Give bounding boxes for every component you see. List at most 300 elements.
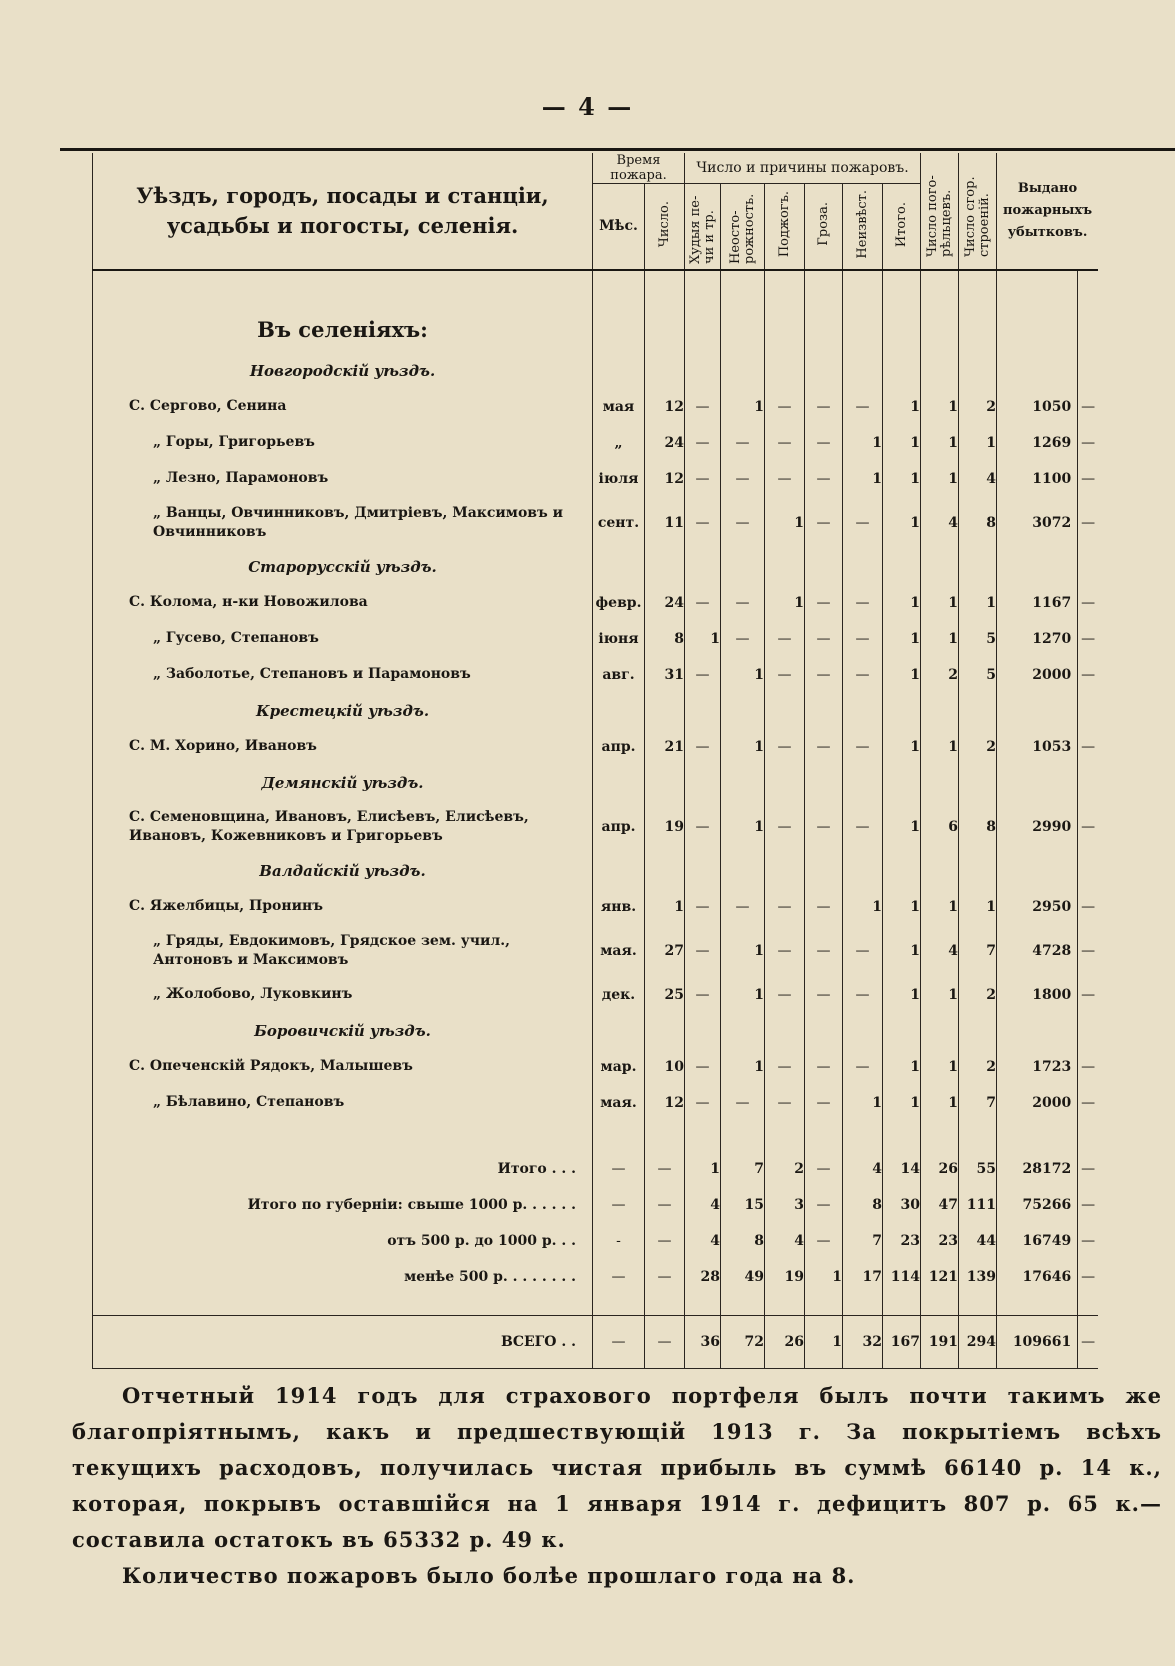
unknown-count: — [843, 657, 883, 693]
victims-count: 1 [921, 621, 959, 657]
victims-count: 2 [921, 657, 959, 693]
fire-day: 31 [645, 657, 685, 693]
fire-day: 12 [645, 461, 685, 497]
empty-cell [997, 549, 1078, 585]
empty-cell [997, 353, 1078, 389]
buildings-count: 1 [959, 585, 997, 621]
fire-day: 21 [645, 729, 685, 765]
negligence-count: — [721, 585, 765, 621]
fires-total: 1 [883, 621, 921, 657]
negligence-count: — [721, 425, 765, 461]
fires-total: 1 [883, 657, 921, 693]
arson-count: — [765, 1085, 805, 1121]
lightning-count: — [805, 389, 843, 425]
empty-cell [721, 307, 765, 353]
stoves-count: — [685, 977, 721, 1013]
fires-total: 1 [883, 425, 921, 461]
empty-cell [959, 307, 997, 353]
stoves-count: — [685, 389, 721, 425]
spacer-cell [765, 1295, 805, 1316]
fires-total: 1 [883, 389, 921, 425]
empty-cell [805, 1013, 843, 1049]
settlement-name: С. Яжелбицы, Пронинъ [93, 889, 593, 925]
arson-count: — [765, 1049, 805, 1085]
fire-month: сент. [593, 497, 645, 549]
lightning-count: — [805, 657, 843, 693]
payout-total: 17646 [997, 1259, 1078, 1295]
buildings-total: 111 [959, 1187, 997, 1223]
stoves-total: 1 [685, 1151, 721, 1187]
unknown-count: — [843, 497, 883, 549]
fires-total: 23 [883, 1223, 921, 1259]
empty-cell [721, 765, 765, 801]
empty-cell [721, 353, 765, 389]
empty-cell [997, 307, 1078, 353]
arson-total: 2 [765, 1151, 805, 1187]
unknown-count: 1 [843, 889, 883, 925]
empty-cell [1078, 853, 1098, 889]
lightning-count: — [805, 801, 843, 853]
fires-total: 1 [883, 801, 921, 853]
dash-mark: — [1078, 1187, 1098, 1223]
total-label: ВСЕГО . . [93, 1315, 593, 1368]
victims-count: 1 [921, 729, 959, 765]
fire-month: іюля [593, 461, 645, 497]
total-label: менѣе 500 р. . . . . . . . [93, 1259, 593, 1295]
fire-month: янв. [593, 889, 645, 925]
empty-cell [685, 693, 721, 729]
empty-cell [645, 353, 685, 389]
fire-month: дек. [593, 977, 645, 1013]
settlement-row [93, 889, 1099, 925]
negligence-count: 1 [721, 977, 765, 1013]
empty-cell [593, 549, 645, 585]
spacer-cell [843, 1295, 883, 1316]
spacer-cell [843, 1121, 883, 1151]
lightning-count: — [805, 461, 843, 497]
grand-total-row [93, 1315, 1099, 1368]
empty-cell [959, 353, 997, 389]
empty-cell [721, 1013, 765, 1049]
buildings-count: 8 [959, 497, 997, 549]
stoves-count: — [685, 1085, 721, 1121]
fire-month: апр. [593, 729, 645, 765]
empty-cell [1078, 1013, 1098, 1049]
empty-cell [921, 853, 959, 889]
empty-cell [645, 307, 685, 353]
unknown-count: — [843, 801, 883, 853]
empty-cell [805, 549, 843, 585]
header-total: Итого. [883, 184, 921, 270]
empty-cell [1078, 307, 1098, 353]
payout-total: 28172 [997, 1151, 1078, 1187]
fires-total: 1 [883, 497, 921, 549]
arson-total: 26 [765, 1315, 805, 1368]
stoves-count: — [685, 497, 721, 549]
payout-amount: 3072 [997, 497, 1078, 549]
empty-cell [721, 853, 765, 889]
empty-cell [765, 353, 805, 389]
fire-month: авг. [593, 657, 645, 693]
spacer-cell [1078, 1121, 1098, 1151]
stoves-count: 1 [685, 621, 721, 657]
unknown-total: 4 [843, 1151, 883, 1187]
total-day: — [645, 1187, 685, 1223]
fire-month: іюня [593, 621, 645, 657]
empty-cell [721, 693, 765, 729]
stoves-count: — [685, 925, 721, 977]
empty-cell [765, 549, 805, 585]
empty-cell [685, 353, 721, 389]
unknown-total: 17 [843, 1259, 883, 1295]
empty-cell [721, 549, 765, 585]
dash-mark: — [1078, 585, 1098, 621]
spacer-cell [805, 1295, 843, 1316]
empty-cell [843, 549, 883, 585]
spacer-cell [883, 270, 921, 307]
payout-amount: 1723 [997, 1049, 1078, 1085]
empty-cell [883, 549, 921, 585]
fires-total: 1 [883, 1049, 921, 1085]
dash-mark: — [1078, 389, 1098, 425]
settlement-name: С. М. Хорино, Ивановъ [93, 729, 593, 765]
header-causes-group: Число и причины пожаровъ. [685, 153, 921, 184]
spacer-cell [645, 270, 685, 307]
empty-cell [921, 1013, 959, 1049]
stoves-count: — [685, 1049, 721, 1085]
lightning-total: — [805, 1187, 843, 1223]
settlement-row [93, 657, 1099, 693]
buildings-total: 55 [959, 1151, 997, 1187]
lightning-total: 1 [805, 1259, 843, 1295]
empty-cell [593, 765, 645, 801]
empty-cell [959, 1013, 997, 1049]
total-day: — [645, 1151, 685, 1187]
district-heading: Демянскій уѣздъ. [93, 765, 593, 801]
empty-cell [883, 765, 921, 801]
stoves-total: 4 [685, 1187, 721, 1223]
stoves-count: — [685, 657, 721, 693]
victims-count: 6 [921, 801, 959, 853]
payout-amount: 1270 [997, 621, 1078, 657]
negligence-count: — [721, 621, 765, 657]
settlement-row [93, 461, 1099, 497]
empty-cell [843, 765, 883, 801]
empty-cell [685, 1013, 721, 1049]
payout-amount: 1167 [997, 585, 1078, 621]
arson-count: 1 [765, 585, 805, 621]
settlement-row [93, 585, 1099, 621]
buildings-count: 4 [959, 461, 997, 497]
dash-mark: — [1078, 621, 1098, 657]
payout-total: 109661 [997, 1315, 1078, 1368]
victims-count: 1 [921, 977, 959, 1013]
empty-cell [685, 853, 721, 889]
settlement-row [93, 801, 1099, 853]
arson-count: — [765, 657, 805, 693]
empty-cell [959, 693, 997, 729]
victims-total: 47 [921, 1187, 959, 1223]
stoves-total: 28 [685, 1259, 721, 1295]
empty-cell [1078, 549, 1098, 585]
header-time-group: Время пожара. [593, 153, 685, 184]
body-text [72, 1378, 1162, 1594]
arson-count: 1 [765, 497, 805, 549]
negligence-count: 1 [721, 389, 765, 425]
fires-total: 1 [883, 729, 921, 765]
total-month: — [593, 1315, 645, 1368]
settlement-name: „ Заболотье, Степановъ и Парамоновъ [93, 657, 593, 693]
payout-amount: 1050 [997, 389, 1078, 425]
fire-statistics-table [92, 153, 1098, 1369]
fire-month: „ [593, 425, 645, 461]
unknown-count: — [843, 389, 883, 425]
stoves-count: — [685, 425, 721, 461]
spacer-cell [765, 270, 805, 307]
lightning-count: — [805, 729, 843, 765]
empty-cell [843, 1013, 883, 1049]
settlement-row [93, 925, 1099, 977]
victims-count: 1 [921, 1085, 959, 1121]
dash-mark: — [1078, 1259, 1098, 1295]
fire-day: 11 [645, 497, 685, 549]
section-title: Въ селеніяхъ: [93, 307, 593, 353]
settlement-name: „ Горы, Григорьевъ [93, 425, 593, 461]
spacer-cell [883, 1121, 921, 1151]
fire-day: 8 [645, 621, 685, 657]
negligence-count: 1 [721, 657, 765, 693]
fires-total: 1 [883, 585, 921, 621]
fire-day: 24 [645, 585, 685, 621]
empty-cell [883, 353, 921, 389]
empty-cell [1078, 693, 1098, 729]
empty-cell [593, 1013, 645, 1049]
spacer-cell [721, 1295, 765, 1316]
district-heading: Крестецкій уѣздъ. [93, 693, 593, 729]
settlement-name: „ Лезно, Парамоновъ [93, 461, 593, 497]
spacer-cell [805, 1121, 843, 1151]
fires-total: 1 [883, 925, 921, 977]
unknown-count: — [843, 729, 883, 765]
victims-total: 26 [921, 1151, 959, 1187]
settlement-name: С. Семеновщина, Ивановъ, Елисѣевъ, Елисѣевъ, Ивановъ, Кожевниковъ и Григорьевъ [93, 801, 593, 853]
spacer-cell [1078, 270, 1098, 307]
spacer-cell [685, 270, 721, 307]
payout-total: 75266 [997, 1187, 1078, 1223]
header-month: Мѣс. [593, 184, 645, 270]
lightning-count: — [805, 1085, 843, 1121]
settlement-row [93, 1085, 1099, 1121]
negligence-total: 15 [721, 1187, 765, 1223]
empty-cell [997, 693, 1078, 729]
header-lightning: Гроза. [805, 184, 843, 270]
total-month: — [593, 1151, 645, 1187]
empty-cell [883, 1013, 921, 1049]
section-title-row [93, 307, 1099, 353]
lightning-count: — [805, 621, 843, 657]
empty-cell [883, 693, 921, 729]
stoves-count: — [685, 889, 721, 925]
dash-mark: — [1078, 461, 1098, 497]
stoves-count: — [685, 585, 721, 621]
empty-cell [843, 693, 883, 729]
total-month: — [593, 1187, 645, 1223]
spacer-cell [843, 270, 883, 307]
dash-mark: — [1078, 889, 1098, 925]
header-day: Число. [645, 184, 685, 270]
payout-amount: 2000 [997, 657, 1078, 693]
dash-mark: — [1078, 1223, 1098, 1259]
settlement-row [93, 977, 1099, 1013]
payout-amount: 4728 [997, 925, 1078, 977]
settlement-name: „ Бѣлавино, Степановъ [93, 1085, 593, 1121]
spacer-cell [997, 1121, 1078, 1151]
empty-cell [921, 307, 959, 353]
dash-mark: — [1078, 1315, 1098, 1368]
district-heading: Боровичскій уѣздъ. [93, 1013, 593, 1049]
spacer-cell [959, 1121, 997, 1151]
fires-total: 1 [883, 977, 921, 1013]
payout-amount: 2990 [997, 801, 1078, 853]
empty-cell [593, 853, 645, 889]
spacer-cell [921, 270, 959, 307]
empty-cell [921, 549, 959, 585]
negligence-total: 72 [721, 1315, 765, 1368]
settlement-row [93, 389, 1099, 425]
header-arson: Поджогъ. [765, 184, 805, 270]
empty-cell [645, 765, 685, 801]
spacer-cell [959, 1295, 997, 1316]
spacer-cell [593, 1121, 645, 1151]
victims-total: 121 [921, 1259, 959, 1295]
empty-cell [685, 549, 721, 585]
unknown-count: — [843, 585, 883, 621]
spacer-cell [721, 1121, 765, 1151]
dash-mark: — [1078, 729, 1098, 765]
settlement-row [93, 425, 1099, 461]
payout-amount: 1100 [997, 461, 1078, 497]
empty-cell [883, 853, 921, 889]
buildings-count: 5 [959, 621, 997, 657]
fire-day: 19 [645, 801, 685, 853]
buildings-count: 1 [959, 889, 997, 925]
negligence-count: 1 [721, 925, 765, 977]
lightning-count: — [805, 889, 843, 925]
empty-cell [805, 765, 843, 801]
unknown-total: 8 [843, 1187, 883, 1223]
fires-total: 30 [883, 1187, 921, 1223]
dash-mark: — [1078, 497, 1098, 549]
lightning-count: — [805, 977, 843, 1013]
spacer-cell [921, 1295, 959, 1316]
payout-amount: 1053 [997, 729, 1078, 765]
payout-total: 16749 [997, 1223, 1078, 1259]
unknown-count: — [843, 925, 883, 977]
victims-count: 1 [921, 889, 959, 925]
spacer-cell [685, 1295, 721, 1316]
district-heading: Старорусскій уѣздъ. [93, 549, 593, 585]
dash-mark: — [1078, 425, 1098, 461]
total-row [93, 1223, 1099, 1259]
fire-month: мая [593, 389, 645, 425]
dash-mark: — [1078, 657, 1098, 693]
victims-count: 4 [921, 925, 959, 977]
payout-amount: 2000 [997, 1085, 1078, 1121]
settlement-name: „ Жолобово, Луковкинъ [93, 977, 593, 1013]
empty-cell [843, 353, 883, 389]
arson-count: — [765, 389, 805, 425]
district-heading-row [93, 353, 1099, 389]
fire-day: 25 [645, 977, 685, 1013]
fires-total: 14 [883, 1151, 921, 1187]
total-month: — [593, 1259, 645, 1295]
arson-count: — [765, 801, 805, 853]
buildings-count: 2 [959, 1049, 997, 1085]
header-victims: Число пого-рѣльцевъ. [921, 153, 959, 270]
empty-cell [685, 765, 721, 801]
empty-cell [765, 765, 805, 801]
dash-mark: — [1078, 801, 1098, 853]
empty-cell [593, 307, 645, 353]
negligence-total: 49 [721, 1259, 765, 1295]
buildings-count: 2 [959, 389, 997, 425]
empty-cell [685, 307, 721, 353]
empty-cell [805, 353, 843, 389]
buildings-total: 139 [959, 1259, 997, 1295]
arson-count: — [765, 621, 805, 657]
spacer-cell [93, 1295, 593, 1316]
lightning-total: — [805, 1151, 843, 1187]
empty-cell [959, 549, 997, 585]
negligence-count: — [721, 1085, 765, 1121]
settlement-row [93, 1049, 1099, 1085]
fire-month: февр. [593, 585, 645, 621]
stoves-count: — [685, 461, 721, 497]
dash-mark: — [1078, 1049, 1098, 1085]
victims-total: 191 [921, 1315, 959, 1368]
buildings-count: 7 [959, 925, 997, 977]
spacer-cell [721, 270, 765, 307]
arson-count: — [765, 425, 805, 461]
buildings-count: 2 [959, 729, 997, 765]
settlement-name: „ Ванцы, Овчинниковъ, Дмитріевъ, Максимовъ и Овчинниковъ [93, 497, 593, 549]
district-heading: Новгородскій уѣздъ. [93, 353, 593, 389]
spacer-cell [93, 1121, 593, 1151]
total-row [93, 1259, 1099, 1295]
settlement-name: С. Колома, н-ки Новожилова [93, 585, 593, 621]
buildings-total: 294 [959, 1315, 997, 1368]
payout-amount: 2950 [997, 889, 1078, 925]
empty-cell [765, 693, 805, 729]
district-heading: Валдайскій уѣздъ. [93, 853, 593, 889]
buildings-count: 5 [959, 657, 997, 693]
empty-cell [805, 693, 843, 729]
lightning-count: — [805, 1049, 843, 1085]
paragraph-2: Количество пожаровъ было болѣе прошлаго года на 8. [122, 1563, 856, 1588]
negligence-total: 7 [721, 1151, 765, 1187]
header-settlements: Уѣздъ, городъ, посады и станціи, усадьбы и погосты, селенія. [93, 153, 593, 270]
total-day: — [645, 1259, 685, 1295]
buildings-count: 7 [959, 1085, 997, 1121]
negligence-count: — [721, 889, 765, 925]
empty-cell [645, 549, 685, 585]
arson-count: — [765, 977, 805, 1013]
header-buildings: Число сгор. строеній. [959, 153, 997, 270]
victims-count: 4 [921, 497, 959, 549]
spacer-cell [883, 1295, 921, 1316]
dash-mark: — [1078, 1151, 1098, 1187]
victims-count: 1 [921, 461, 959, 497]
